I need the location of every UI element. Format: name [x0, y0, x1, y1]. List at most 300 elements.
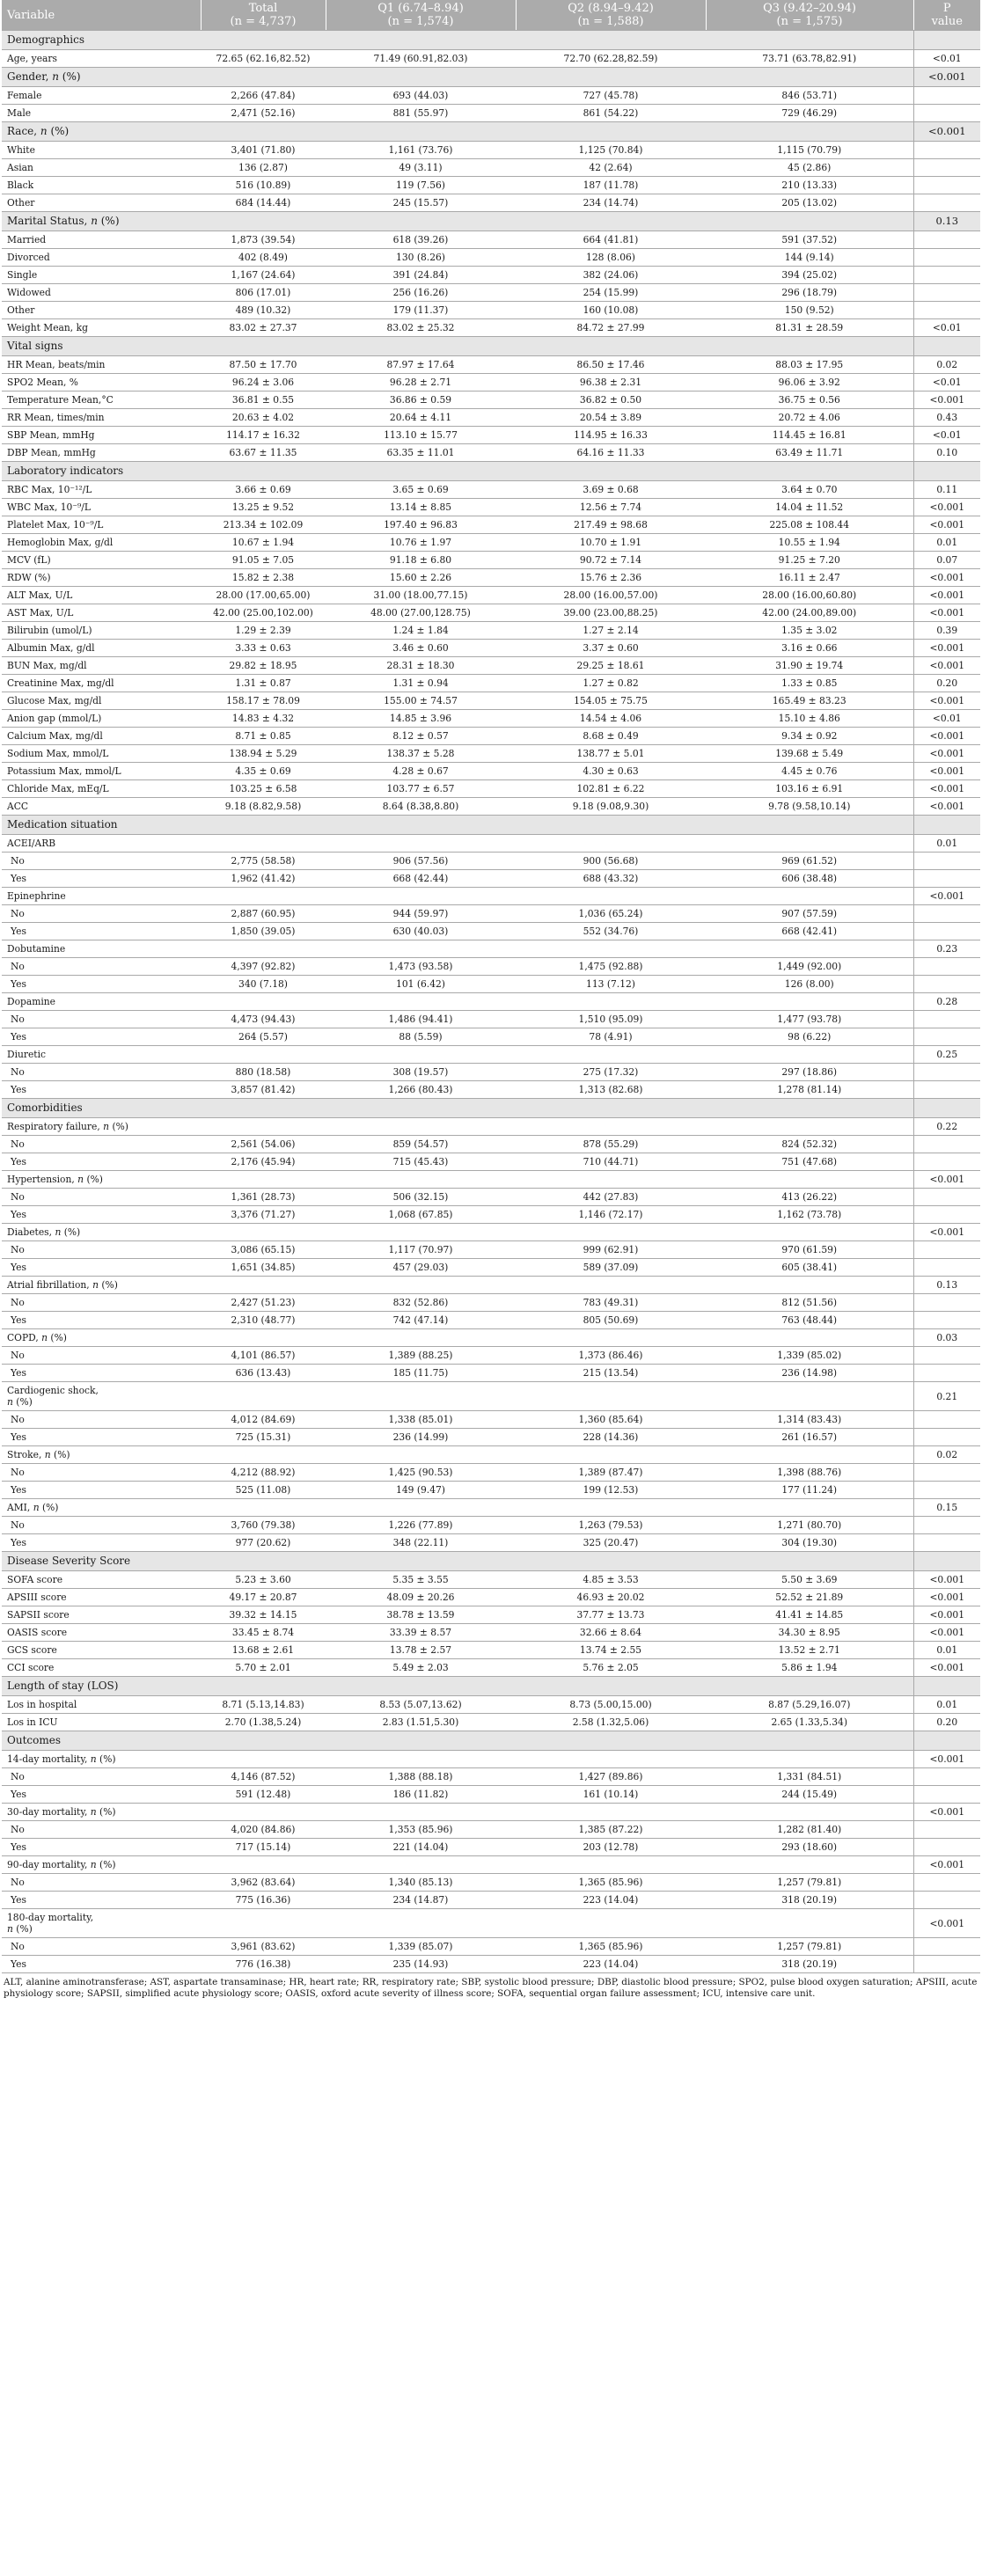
section-label: Race, n (%) — [2, 122, 913, 142]
empty-cell — [706, 1277, 913, 1294]
section-p-value — [913, 337, 980, 356]
section-header-row — [2, 31, 980, 50]
cell-q2: 39.00 (23.00,88.25) — [516, 604, 706, 622]
cell-total: 717 (15.14) — [201, 1839, 326, 1856]
cell-p-value: 0.43 — [913, 409, 980, 427]
cell-p-value — [913, 1429, 980, 1446]
data-row — [2, 569, 980, 587]
cell-q2: 254 (15.99) — [516, 284, 706, 302]
cell-total: 591 (12.48) — [201, 1786, 326, 1804]
group-label: COPD, n (%) — [2, 1329, 201, 1347]
cell-p-value — [913, 1347, 980, 1365]
cell-total: 525 (11.08) — [201, 1482, 326, 1499]
cell-total: 977 (20.62) — [201, 1534, 326, 1552]
group-p-value: 0.15 — [913, 1499, 980, 1517]
cell-q1: 186 (11.82) — [326, 1786, 516, 1804]
row-label: No — [2, 1136, 201, 1153]
group-label: Diabetes, n (%) — [2, 1224, 201, 1241]
empty-cell — [706, 1046, 913, 1064]
row-label: No — [2, 853, 201, 870]
row-label: No — [2, 1464, 201, 1482]
data-row — [2, 499, 980, 516]
cell-total: 10.67 ± 1.94 — [201, 534, 326, 552]
cell-q2: 203 (12.78) — [516, 1839, 706, 1856]
cell-q3: 36.75 ± 0.56 — [706, 392, 913, 409]
cell-p-value: <0.001 — [913, 499, 980, 516]
empty-cell — [326, 1751, 516, 1768]
cell-q1: 138.37 ± 5.28 — [326, 745, 516, 763]
cell-q1: 236 (14.99) — [326, 1429, 516, 1446]
group-header-row — [2, 1224, 980, 1241]
cell-total: 684 (14.44) — [201, 194, 326, 212]
cell-q1: 1,339 (85.07) — [326, 1938, 516, 1956]
empty-cell — [516, 1118, 706, 1136]
cell-total: 136 (2.87) — [201, 159, 326, 177]
cell-total: 5.70 ± 2.01 — [201, 1659, 326, 1677]
data-row — [2, 622, 980, 640]
cell-q2: 783 (49.31) — [516, 1294, 706, 1312]
data-row — [2, 780, 980, 798]
cell-p-value — [913, 1411, 980, 1429]
section-header-row — [2, 337, 980, 356]
cell-p-value: <0.001 — [913, 516, 980, 534]
empty-cell — [706, 1171, 913, 1189]
cell-q3: 297 (18.86) — [706, 1064, 913, 1081]
empty-cell — [201, 1171, 326, 1189]
cell-total: 213.34 ± 102.09 — [201, 516, 326, 534]
row-label: Potassium Max, mmol/L — [2, 763, 201, 780]
cell-p-value: <0.001 — [913, 798, 980, 816]
data-row — [2, 1482, 980, 1499]
empty-cell — [706, 1329, 913, 1347]
empty-cell — [706, 888, 913, 905]
cell-q3: 13.52 ± 2.71 — [706, 1642, 913, 1659]
row-label: No — [2, 1347, 201, 1365]
cell-p-value — [913, 1892, 980, 1909]
group-header-row — [2, 1329, 980, 1347]
cell-q2: 5.76 ± 2.05 — [516, 1659, 706, 1677]
section-label: Comorbidities — [2, 1099, 913, 1118]
row-label: Yes — [2, 1534, 201, 1552]
cell-p-value — [913, 302, 980, 319]
section-header-row — [2, 1552, 980, 1571]
row-label: Yes — [2, 1206, 201, 1224]
cell-q2: 20.54 ± 3.89 — [516, 409, 706, 427]
row-label: Platelet Max, 10⁻⁹/L — [2, 516, 201, 534]
cell-q2: 727 (45.78) — [516, 87, 706, 105]
group-label: Respiratory failure, n (%) — [2, 1118, 201, 1136]
cell-p-value: 0.01 — [913, 1642, 980, 1659]
section-header-row — [2, 1731, 980, 1751]
group-header-row — [2, 1118, 980, 1136]
cell-p-value — [913, 1136, 980, 1153]
group-header-row — [2, 993, 980, 1011]
cell-p-value: <0.001 — [913, 763, 980, 780]
row-label: MCV (fL) — [2, 552, 201, 569]
cell-q1: 832 (52.86) — [326, 1294, 516, 1312]
group-header-row — [2, 1446, 980, 1464]
section-label: Laboratory indicators — [2, 462, 913, 481]
cell-q3: 96.06 ± 3.92 — [706, 374, 913, 392]
data-row — [2, 1028, 980, 1046]
cell-q1: 5.35 ± 3.55 — [326, 1571, 516, 1589]
group-header-row — [2, 1909, 980, 1938]
cell-total: 5.23 ± 3.60 — [201, 1571, 326, 1589]
data-row — [2, 552, 980, 569]
cell-q1: 14.85 ± 3.96 — [326, 710, 516, 728]
cell-q2: 96.38 ± 2.31 — [516, 374, 706, 392]
row-label: No — [2, 1189, 201, 1206]
cell-q1: 906 (57.56) — [326, 853, 516, 870]
cell-total: 2,887 (60.95) — [201, 905, 326, 923]
cell-q1: 5.49 ± 2.03 — [326, 1659, 516, 1677]
cell-p-value — [913, 1294, 980, 1312]
data-row — [2, 1768, 980, 1786]
cell-q3: 52.52 ± 21.89 — [706, 1589, 913, 1606]
cell-q2: 187 (11.78) — [516, 177, 706, 194]
cell-q1: 693 (44.03) — [326, 87, 516, 105]
cell-q1: 457 (29.03) — [326, 1259, 516, 1277]
row-label: CCI score — [2, 1659, 201, 1677]
cell-q2: 442 (27.83) — [516, 1189, 706, 1206]
cell-q1: 63.35 ± 11.01 — [326, 444, 516, 462]
section-header-row — [2, 122, 980, 142]
cell-p-value: <0.01 — [913, 427, 980, 444]
cell-q1: 10.76 ± 1.97 — [326, 534, 516, 552]
cell-total: 775 (16.36) — [201, 1892, 326, 1909]
cell-p-value — [913, 905, 980, 923]
data-row — [2, 1206, 980, 1224]
group-label: 30-day mortality, n (%) — [2, 1804, 201, 1821]
row-label: Yes — [2, 1312, 201, 1329]
group-p-value: <0.001 — [913, 1751, 980, 1768]
cell-total: 20.63 ± 4.02 — [201, 409, 326, 427]
data-row — [2, 319, 980, 337]
empty-cell — [516, 1224, 706, 1241]
data-row — [2, 516, 980, 534]
cell-q1: 13.78 ± 2.57 — [326, 1642, 516, 1659]
data-row — [2, 1786, 980, 1804]
cell-q1: 113.10 ± 15.77 — [326, 427, 516, 444]
row-label: Yes — [2, 1153, 201, 1171]
cell-q2: 14.54 ± 4.06 — [516, 710, 706, 728]
cell-q3: 42.00 (24.00,89.00) — [706, 604, 913, 622]
row-label: BUN Max, mg/dl — [2, 657, 201, 675]
cell-q3: 970 (61.59) — [706, 1241, 913, 1259]
cell-q1: 234 (14.87) — [326, 1892, 516, 1909]
cell-q2: 223 (14.04) — [516, 1892, 706, 1909]
section-p-value: 0.13 — [913, 212, 980, 231]
cell-p-value: <0.001 — [913, 587, 980, 604]
row-label: Creatinine Max, mg/dl — [2, 675, 201, 692]
empty-cell — [201, 940, 326, 958]
data-row — [2, 1241, 980, 1259]
empty-cell — [326, 1499, 516, 1517]
row-label: Hemoglobin Max, g/dl — [2, 534, 201, 552]
section-p-value — [913, 462, 980, 481]
data-row — [2, 1189, 980, 1206]
cell-total: 880 (18.58) — [201, 1064, 326, 1081]
cell-p-value — [913, 1517, 980, 1534]
cell-q3: 591 (37.52) — [706, 231, 913, 249]
cell-q1: 715 (45.43) — [326, 1153, 516, 1171]
data-row — [2, 1064, 980, 1081]
row-label: Other — [2, 302, 201, 319]
data-row — [2, 1136, 980, 1153]
row-label: Sodium Max, mmol/L — [2, 745, 201, 763]
empty-cell — [326, 1224, 516, 1241]
cell-q1: 185 (11.75) — [326, 1365, 516, 1382]
cell-q3: 1,339 (85.02) — [706, 1347, 913, 1365]
data-row — [2, 657, 980, 675]
group-label: Dopamine — [2, 993, 201, 1011]
header-variable: Variable — [2, 0, 201, 31]
cell-q3: 293 (18.60) — [706, 1839, 913, 1856]
row-label: Single — [2, 267, 201, 284]
cell-p-value — [913, 1874, 980, 1892]
group-label: Diuretic — [2, 1046, 201, 1064]
row-label: RBC Max, 10⁻¹²/L — [2, 481, 201, 499]
cell-p-value — [913, 853, 980, 870]
cell-q3: 20.72 ± 4.06 — [706, 409, 913, 427]
cell-total: 3,962 (83.64) — [201, 1874, 326, 1892]
cell-q1: 1,486 (94.41) — [326, 1011, 516, 1028]
cell-q2: 1,365 (85.96) — [516, 1874, 706, 1892]
cell-q3: 1,271 (80.70) — [706, 1517, 913, 1534]
cell-p-value: <0.001 — [913, 1606, 980, 1624]
empty-cell — [706, 1499, 913, 1517]
row-label: Yes — [2, 923, 201, 940]
cell-total: 8.71 ± 0.85 — [201, 728, 326, 745]
cell-total: 13.68 ± 2.61 — [201, 1642, 326, 1659]
empty-cell — [516, 1751, 706, 1768]
cell-q3: 318 (20.19) — [706, 1892, 913, 1909]
row-label: Black — [2, 177, 201, 194]
cell-total: 36.81 ± 0.55 — [201, 392, 326, 409]
empty-cell — [516, 1856, 706, 1874]
header-q1: Q1 (6.74–8.94) (n = 1,574) — [326, 0, 516, 31]
empty-cell — [201, 888, 326, 905]
data-row — [2, 1153, 980, 1171]
empty-cell — [706, 1118, 913, 1136]
cell-total: 91.05 ± 7.05 — [201, 552, 326, 569]
cell-q3: 126 (8.00) — [706, 976, 913, 993]
row-label: No — [2, 1938, 201, 1956]
row-label: SPO2 Mean, % — [2, 374, 201, 392]
cell-p-value: <0.001 — [913, 657, 980, 675]
cell-q3: 729 (46.29) — [706, 105, 913, 122]
cell-q3: 1.33 ± 0.85 — [706, 675, 913, 692]
cell-total: 402 (8.49) — [201, 249, 326, 267]
empty-cell — [706, 1751, 913, 1768]
cell-q2: 589 (37.09) — [516, 1259, 706, 1277]
empty-cell — [201, 1751, 326, 1768]
cell-q1: 71.49 (60.91,82.03) — [326, 50, 516, 68]
cell-p-value: 0.39 — [913, 622, 980, 640]
cell-q3: 236 (14.98) — [706, 1365, 913, 1382]
section-p-value: <0.001 — [913, 122, 980, 142]
cell-p-value: 0.20 — [913, 1714, 980, 1731]
cell-total: 806 (17.01) — [201, 284, 326, 302]
empty-cell — [326, 1329, 516, 1347]
cell-q2: 78 (4.91) — [516, 1028, 706, 1046]
row-label: Asian — [2, 159, 201, 177]
cell-q1: 1,068 (67.85) — [326, 1206, 516, 1224]
cell-p-value — [913, 923, 980, 940]
data-row — [2, 1294, 980, 1312]
cell-q2: 42 (2.64) — [516, 159, 706, 177]
data-row — [2, 1011, 980, 1028]
cell-q1: 88 (5.59) — [326, 1028, 516, 1046]
empty-cell — [516, 940, 706, 958]
section-p-value — [913, 31, 980, 50]
cell-q2: 215 (13.54) — [516, 1365, 706, 1382]
cell-p-value: <0.001 — [913, 392, 980, 409]
section-label: Gender, n (%) — [2, 68, 913, 87]
data-row — [2, 534, 980, 552]
row-label: No — [2, 1821, 201, 1839]
row-label: Male — [2, 105, 201, 122]
cell-q3: 812 (51.56) — [706, 1294, 913, 1312]
empty-cell — [201, 1118, 326, 1136]
cell-total: 1,850 (39.05) — [201, 923, 326, 940]
cell-q3: 63.49 ± 11.71 — [706, 444, 913, 462]
data-row — [2, 692, 980, 710]
cell-q3: 15.10 ± 4.86 — [706, 710, 913, 728]
cell-q3: 261 (16.57) — [706, 1429, 913, 1446]
group-p-value: 0.23 — [913, 940, 980, 958]
cell-p-value — [913, 1365, 980, 1382]
section-label: Marital Status, n (%) — [2, 212, 913, 231]
cell-total: 1,873 (39.54) — [201, 231, 326, 249]
row-label: Yes — [2, 1259, 201, 1277]
empty-cell — [516, 1804, 706, 1821]
cell-total: 4,020 (84.86) — [201, 1821, 326, 1839]
cell-p-value — [913, 1011, 980, 1028]
cell-p-value: <0.001 — [913, 692, 980, 710]
data-row — [2, 1347, 980, 1365]
row-label: Yes — [2, 1081, 201, 1099]
cell-q1: 1,425 (90.53) — [326, 1464, 516, 1482]
cell-q1: 1.24 ± 1.84 — [326, 622, 516, 640]
cell-q2: 382 (24.06) — [516, 267, 706, 284]
cell-q1: 8.53 (5.07,13.62) — [326, 1696, 516, 1714]
cell-q2: 710 (44.71) — [516, 1153, 706, 1171]
row-label: Yes — [2, 1482, 201, 1499]
cell-total: 1.31 ± 0.87 — [201, 675, 326, 692]
cell-p-value — [913, 142, 980, 159]
cell-total: 1,651 (34.85) — [201, 1259, 326, 1277]
cell-total: 725 (15.31) — [201, 1429, 326, 1446]
cell-q3: 98 (6.22) — [706, 1028, 913, 1046]
empty-cell — [516, 1046, 706, 1064]
cell-p-value — [913, 284, 980, 302]
cell-q3: 2.65 (1.33,5.34) — [706, 1714, 913, 1731]
cell-q1: 91.18 ± 6.80 — [326, 552, 516, 569]
data-row — [2, 976, 980, 993]
cell-p-value: <0.01 — [913, 374, 980, 392]
cell-total: 2,310 (48.77) — [201, 1312, 326, 1329]
cell-q2: 3.37 ± 0.60 — [516, 640, 706, 657]
cell-q2: 217.49 ± 98.68 — [516, 516, 706, 534]
empty-cell — [706, 940, 913, 958]
row-label: APSIII score — [2, 1589, 201, 1606]
cell-q3: 144 (9.14) — [706, 249, 913, 267]
cell-q2: 878 (55.29) — [516, 1136, 706, 1153]
data-row — [2, 1534, 980, 1552]
row-label: No — [2, 1411, 201, 1429]
group-p-value: 0.28 — [913, 993, 980, 1011]
group-p-value: 0.01 — [913, 835, 980, 853]
baseline-characteristics-table — [2, 0, 980, 1973]
cell-q1: 15.60 ± 2.26 — [326, 569, 516, 587]
cell-p-value — [913, 1153, 980, 1171]
cell-q2: 664 (41.81) — [516, 231, 706, 249]
cell-q3: 10.55 ± 1.94 — [706, 534, 913, 552]
cell-q1: 1,226 (77.89) — [326, 1517, 516, 1534]
empty-cell — [706, 1909, 913, 1938]
cell-q1: 31.00 (18.00,77.15) — [326, 587, 516, 604]
cell-q3: 1,477 (93.78) — [706, 1011, 913, 1028]
row-label: No — [2, 1768, 201, 1786]
cell-q3: 8.87 (5.29,16.07) — [706, 1696, 913, 1714]
cell-p-value: <0.001 — [913, 1589, 980, 1606]
cell-q2: 32.66 ± 8.64 — [516, 1624, 706, 1642]
data-row — [2, 1464, 980, 1482]
cell-q1: 1.31 ± 0.94 — [326, 675, 516, 692]
cell-q3: 103.16 ± 6.91 — [706, 780, 913, 798]
data-row — [2, 1517, 980, 1534]
cell-p-value — [913, 1534, 980, 1552]
cell-q1: 49 (3.11) — [326, 159, 516, 177]
cell-q1: 1,353 (85.96) — [326, 1821, 516, 1839]
cell-q1: 103.77 ± 6.57 — [326, 780, 516, 798]
cell-q3: 1,162 (73.78) — [706, 1206, 913, 1224]
cell-q3: 1,314 (83.43) — [706, 1411, 913, 1429]
data-row — [2, 1714, 980, 1731]
cell-q3: 1,278 (81.14) — [706, 1081, 913, 1099]
cell-total: 63.67 ± 11.35 — [201, 444, 326, 462]
cell-p-value — [913, 1206, 980, 1224]
data-row — [2, 710, 980, 728]
row-label: No — [2, 1294, 201, 1312]
cell-q2: 2.58 (1.32,5.06) — [516, 1714, 706, 1731]
data-row — [2, 1571, 980, 1589]
cell-q1: 348 (22.11) — [326, 1534, 516, 1552]
empty-cell — [326, 888, 516, 905]
empty-cell — [706, 1382, 913, 1411]
cell-p-value — [913, 1028, 980, 1046]
cell-total: 4,212 (88.92) — [201, 1464, 326, 1482]
cell-p-value — [913, 1956, 980, 1973]
cell-total: 3,760 (79.38) — [201, 1517, 326, 1534]
data-row — [2, 249, 980, 267]
row-label: No — [2, 1011, 201, 1028]
empty-cell — [326, 1446, 516, 1464]
cell-p-value — [913, 177, 980, 194]
group-header-row — [2, 1382, 980, 1411]
cell-q1: 308 (19.57) — [326, 1064, 516, 1081]
row-label: Yes — [2, 1839, 201, 1856]
group-header-row — [2, 1804, 980, 1821]
row-label: HR Mean, beats/min — [2, 356, 201, 374]
cell-p-value: <0.001 — [913, 728, 980, 745]
cell-q2: 37.77 ± 13.73 — [516, 1606, 706, 1624]
cell-q3: 5.50 ± 3.69 — [706, 1571, 913, 1589]
data-row — [2, 1081, 980, 1099]
cell-q3: 1,449 (92.00) — [706, 958, 913, 976]
cell-q1: 245 (15.57) — [326, 194, 516, 212]
